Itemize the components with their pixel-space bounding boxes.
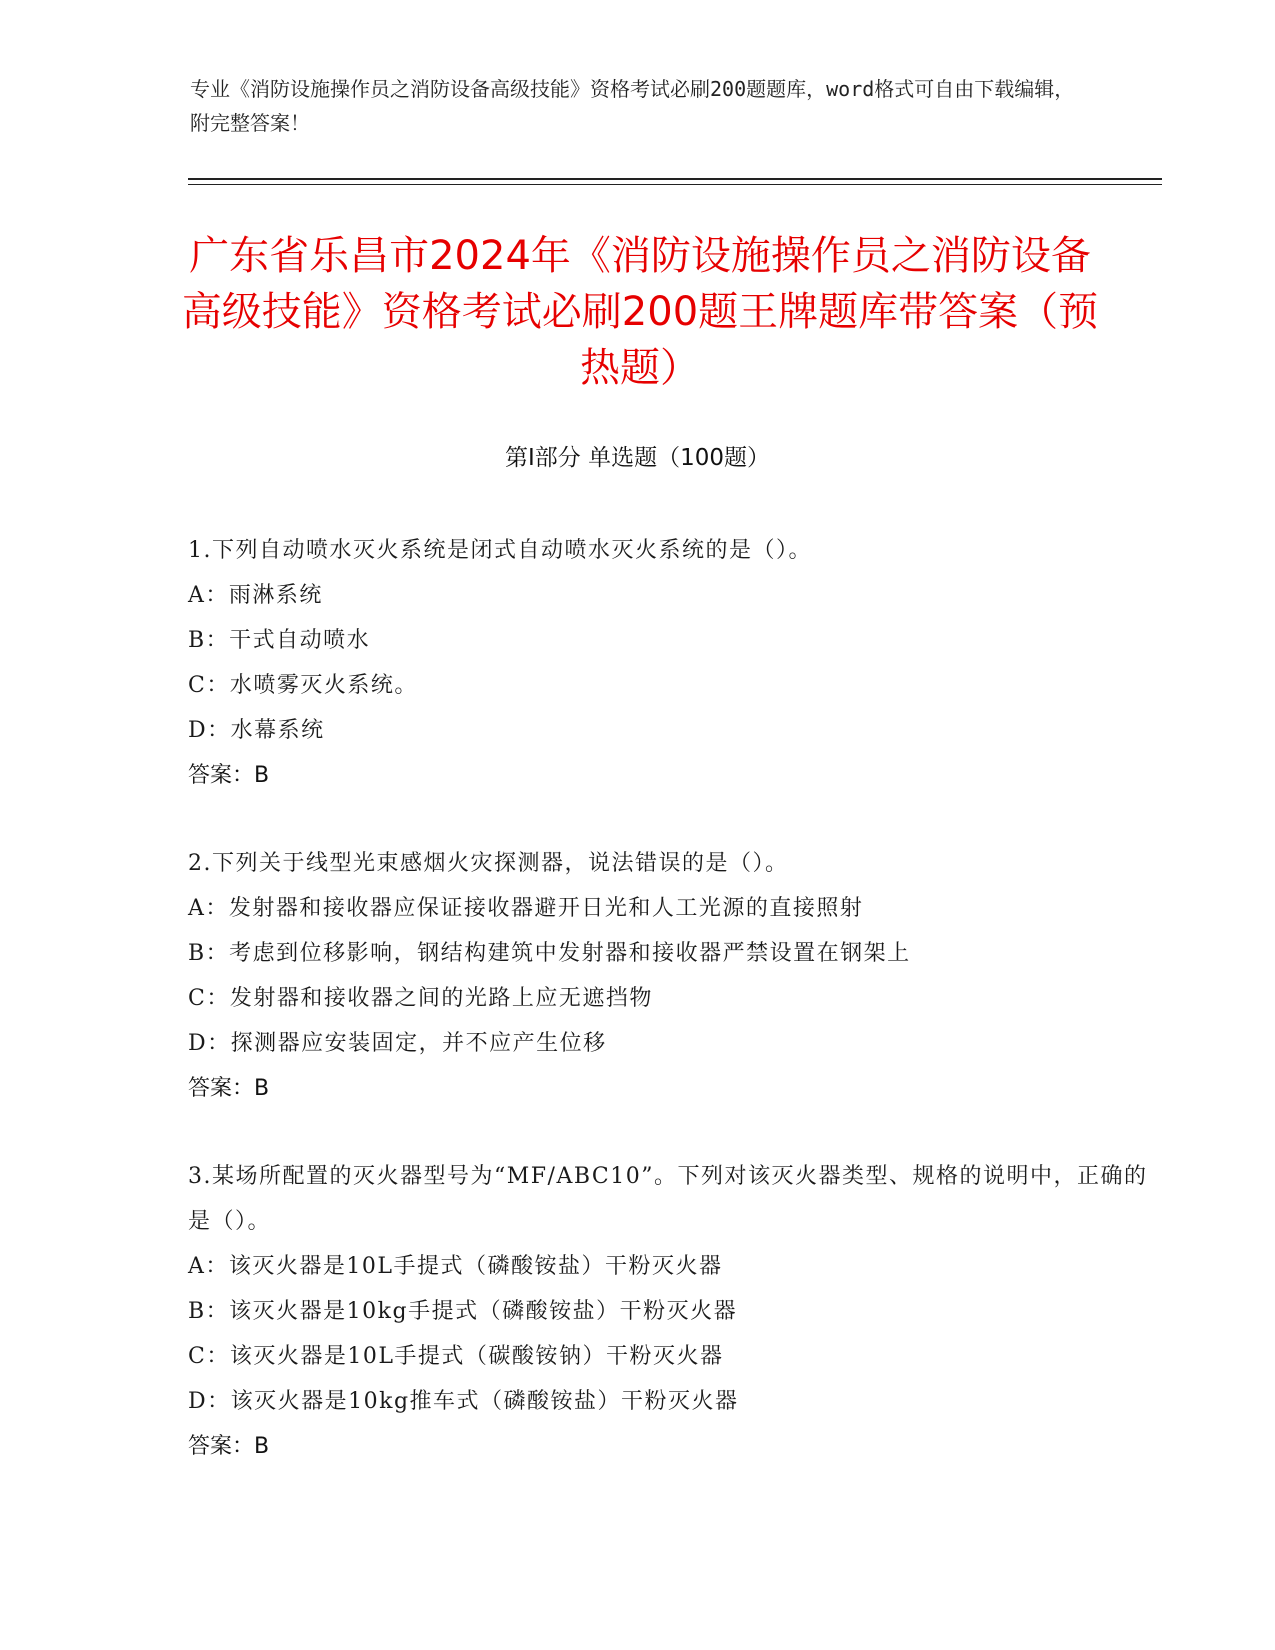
answer: 答案：B <box>188 1076 270 1101</box>
header-divider-thick <box>188 178 1162 180</box>
option-a: A：该灭火器是10L手提式（磷酸铵盐）干粉灭火器 <box>188 1254 723 1279</box>
answer: 答案：B <box>188 1434 270 1459</box>
header-note: 专业《消防设施操作员之消防设备高级技能》资格考试必刷200题题库，word格式可自由下载编辑，附完整答案！ <box>190 77 1075 135</box>
document-title: 广东省乐昌市2024年《消防设施操作员之消防设备高级技能》资格考试必刷200题王牌题库带答案（预热题） <box>181 233 1099 391</box>
option-d: D：探测器应安装固定，并不应产生位移 <box>188 1031 607 1056</box>
question-3 <box>188 1154 1148 1469</box>
question-stem: 3.某场所配置的灭火器型号为“MF/ABC10”。下列对该灭火器类型、规格的说明中，正确的是（）。 <box>188 1164 1148 1234</box>
question-2 <box>188 841 1148 1111</box>
option-c: C：发射器和接收器之间的光路上应无遮挡物 <box>188 986 653 1011</box>
answer: 答案：B <box>188 763 270 788</box>
question-1 <box>188 528 1148 798</box>
option-b: B：干式自动喷水 <box>188 628 371 653</box>
option-b: B：考虑到位移影响，钢结构建筑中发射器和接收器严禁设置在钢架上 <box>188 941 911 966</box>
option-a: A：雨淋系统 <box>188 583 323 608</box>
option-a: A：发射器和接收器应保证接收器避开日光和人工光源的直接照射 <box>188 896 864 921</box>
option-c: C：水喷雾灭火系统。 <box>188 673 418 698</box>
option-d: D：该灭火器是10kg推车式（磷酸铵盐）干粉灭火器 <box>188 1389 739 1414</box>
option-d: D：水幕系统 <box>188 718 325 743</box>
question-stem: 2.下列关于线型光束感烟火灾探测器，说法错误的是（）。 <box>188 851 789 876</box>
option-c: C：该灭火器是10L手提式（碳酸铵钠）干粉灭火器 <box>188 1344 724 1369</box>
option-b: B：该灭火器是10kg手提式（磷酸铵盐）干粉灭火器 <box>188 1299 738 1324</box>
header-divider-thin <box>188 184 1162 185</box>
question-stem: 1.下列自动喷水灭火系统是闭式自动喷水灭火系统的是（）。 <box>188 538 812 563</box>
section-title: 第Ⅰ部分 单选题（100题） <box>505 445 770 471</box>
question-list <box>188 528 1148 1512</box>
